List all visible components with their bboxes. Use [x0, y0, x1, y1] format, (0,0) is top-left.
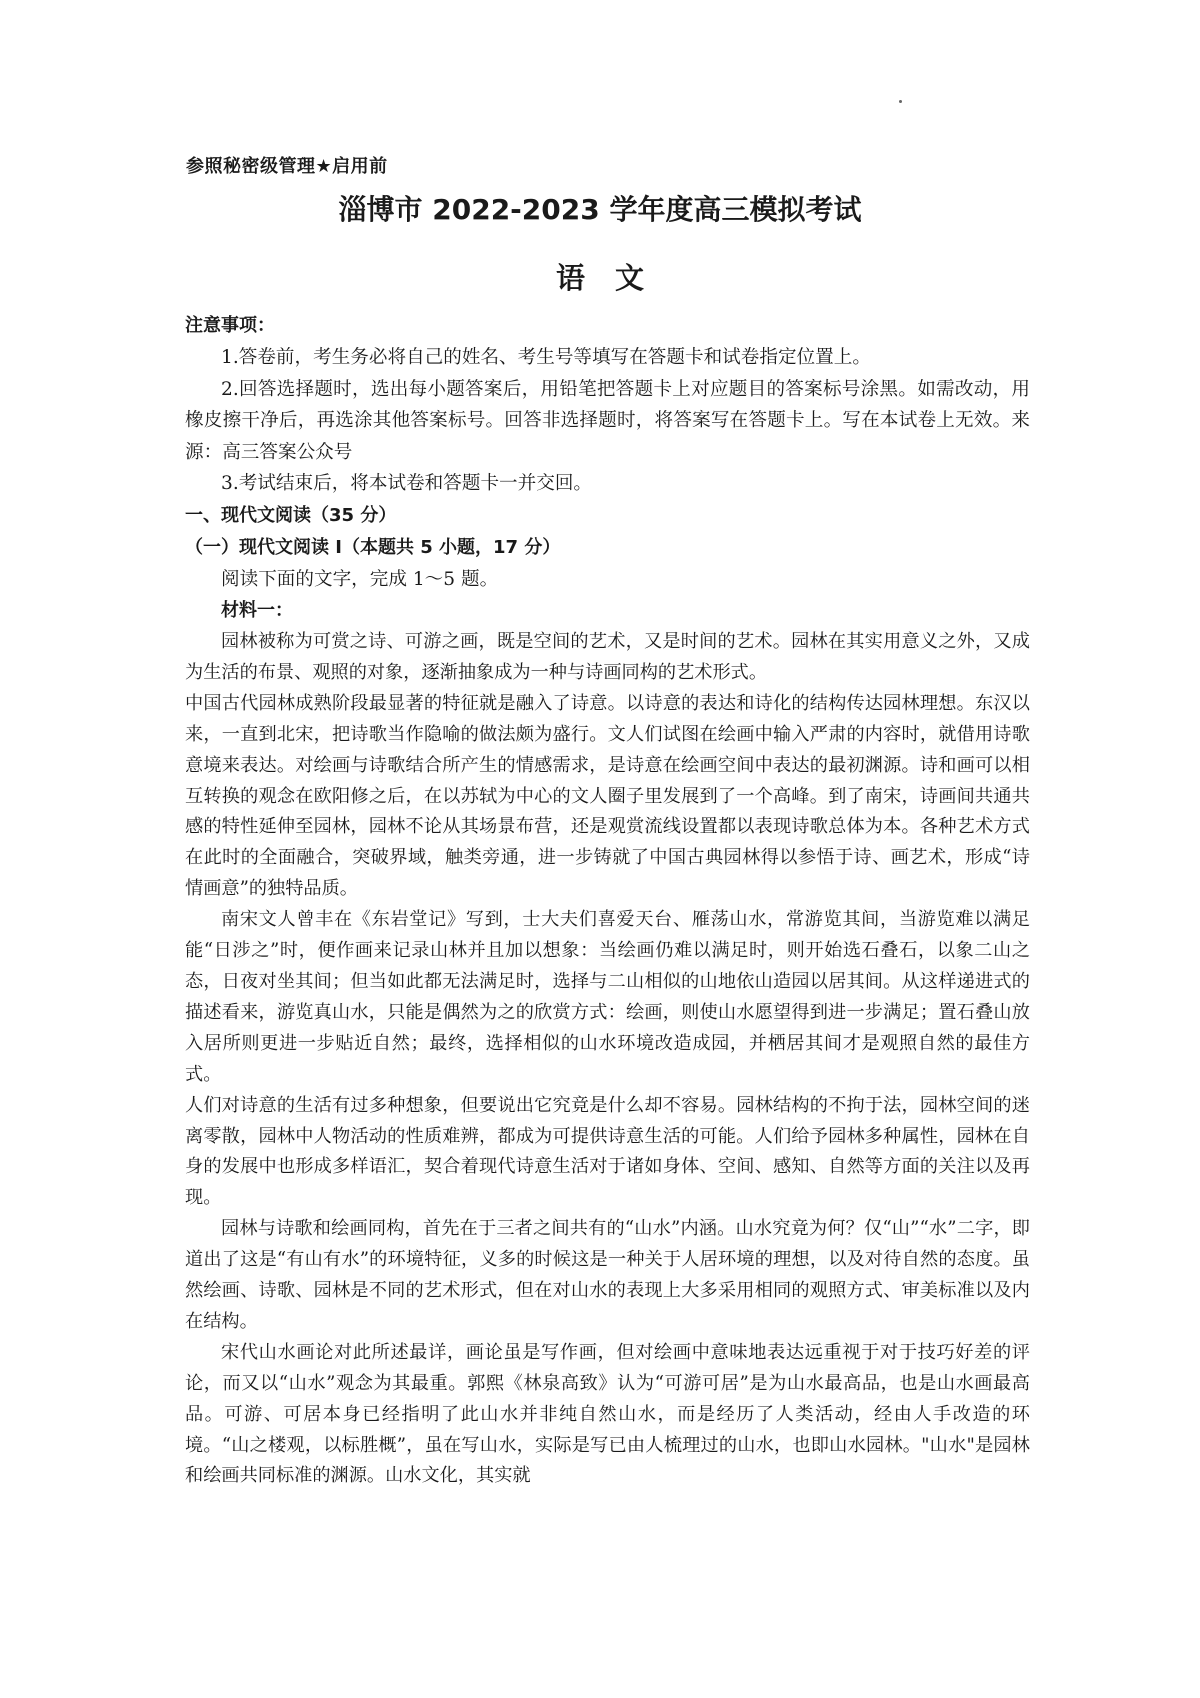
material-label: 材料一： [221, 600, 293, 621]
passage-paragraph: 园林被称为可赏之诗、可游之画，既是空间的艺术，又是时间的艺术。园林在其实用意义之外，又成为生活的布景、观照的对象，逐渐抽象成为一种与诗画同构的艺术形式。 [185, 631, 1030, 683]
passage-paragraph: 宋代山水画论对此所述最详，画论虽是写作画，但对绘画中意味地表达远重视于对于技巧好差的评论，而又以“山水”观念为其最重。郭熙《林泉高致》认为“可游可居”是为山水最高品，也是山水画最高品。可游、可居本身已经指明了此山水并非纯自然山水，而是经历了人类活动，经由人手改造的环境。“山之楼观，以标胜概”，虽在写山水，实际是写已由人梳理过的山水，也即山水园林。"山水"是园林和绘画共同标准的渊源。山水文化，其实就 [185, 1341, 1030, 1487]
reading-instruction: 阅读下面的文字，完成 1～5 题。 [221, 568, 499, 590]
passage-paragraph: 园林与诗歌和绘画同构，首先在于三者之间共有的“山水”内涵。山水究竟为何？仅“山”“水”二字，即道出了这是“有山有水”的环境特征，义多的时候这是一种关于人居环境的理想，以及对待自然的态度。虽然绘画、诗歌、园林是不同的艺术形式，但在对山水的表现上大多采用相同的观照方式、审美标准以及内在结构。 [185, 1218, 1030, 1332]
classification-label: 参照秘密级管理★启用前 [186, 156, 388, 177]
subject-title: 语文 [555, 261, 674, 295]
subsection-heading: （一）现代文阅读 I（本题共 5 小题，17 分） [185, 536, 561, 558]
section-heading: 一、现代文阅读（35 分） [185, 504, 397, 526]
passage-paragraph: 人们对诗意的生活有过多种想象，但要说出它究竟是什么却不容易。园林结构的不拘于法，园林空间的迷离零散，园林中人物活动的性质难辨，都成为可提供诗意生活的可能。人们给予园林多种属性，园林在自身的发展中也形成多样语汇，契合着现代诗意生活对于诸如身体、空间、感知、自然等方面的关注以及再现。 [185, 1094, 1030, 1209]
exam-title: 淄博市 2022-2023 学年度高三模拟考试 [338, 193, 862, 226]
passage-paragraph: 中国古代园林成熟阶段最显著的特征就是融入了诗意。以诗意的表达和诗化的结构传达园林理想。东汉以来，一直到北宋，把诗歌当作隐喻的做法颇为盛行。文人们试图在绘画中输入严肃的内容时，就借用诗歌意境来表达。对绘画与诗歌结合所产生的情感需求，是诗意在绘画空间中表达的最初渊源。诗和画可以相互转换的观念在欧阳修之后，在以苏轼为中心的文人圈子里发展到了一个高峰。到了南宋，诗画间共通共感的特性延伸至园林，园林不论从其场景布营，还是观赏流线设置都以表现诗歌总体为本。各种艺术方式在此时的全面融合，突破界域，触类旁通，进一步铸就了中国古典园林得以参悟于诗、画艺术，形成“诗情画意”的独特品质。 [185, 692, 1030, 900]
passage-paragraph: 南宋文人曾丰在《东岩堂记》写到，士大夫们喜爱天台、雁荡山水，常游览其间，当游览难以满足能“日涉之”时，便作画来记录山林并且加以想象：当绘画仍难以满足时，则开始选石叠石，以象二山之态，日夜对坐其间；但当如此都无法满足时，选择与二山相似的山地依山造园以居其间。从这样递进式的描述看来，游览真山水，只能是偶然为之的欣赏方式：绘画，则使山水愿望得到进一步满足；置石叠山放入居所则更进一步贴近自然；最终，选择相似的山水环境改造成园，并栖居其间才是观照自然的最佳方式。 [185, 909, 1030, 1085]
notice-item: 2.回答选择题时，选出每小题答案后，用铅笔把答题卡上对应题目的答案标号涂黑。如需改动，用橡皮擦干净后，再选涂其他答案标号。回答非选择题时，将答案写在答题卡上。写在本试卷上无效。来源：高三答案公众号 [185, 378, 1030, 463]
page-speck [899, 100, 902, 103]
notice-item: 3.考试结束后，将本试卷和答题卡一并交回。 [221, 473, 593, 494]
notice-item: 1.答卷前，考生务必将自己的姓名、考生号等填写在答题卡和试卷指定位置上。 [221, 347, 871, 368]
notice-heading: 注意事项： [185, 315, 275, 336]
exam-content [185, 310, 1030, 1492]
